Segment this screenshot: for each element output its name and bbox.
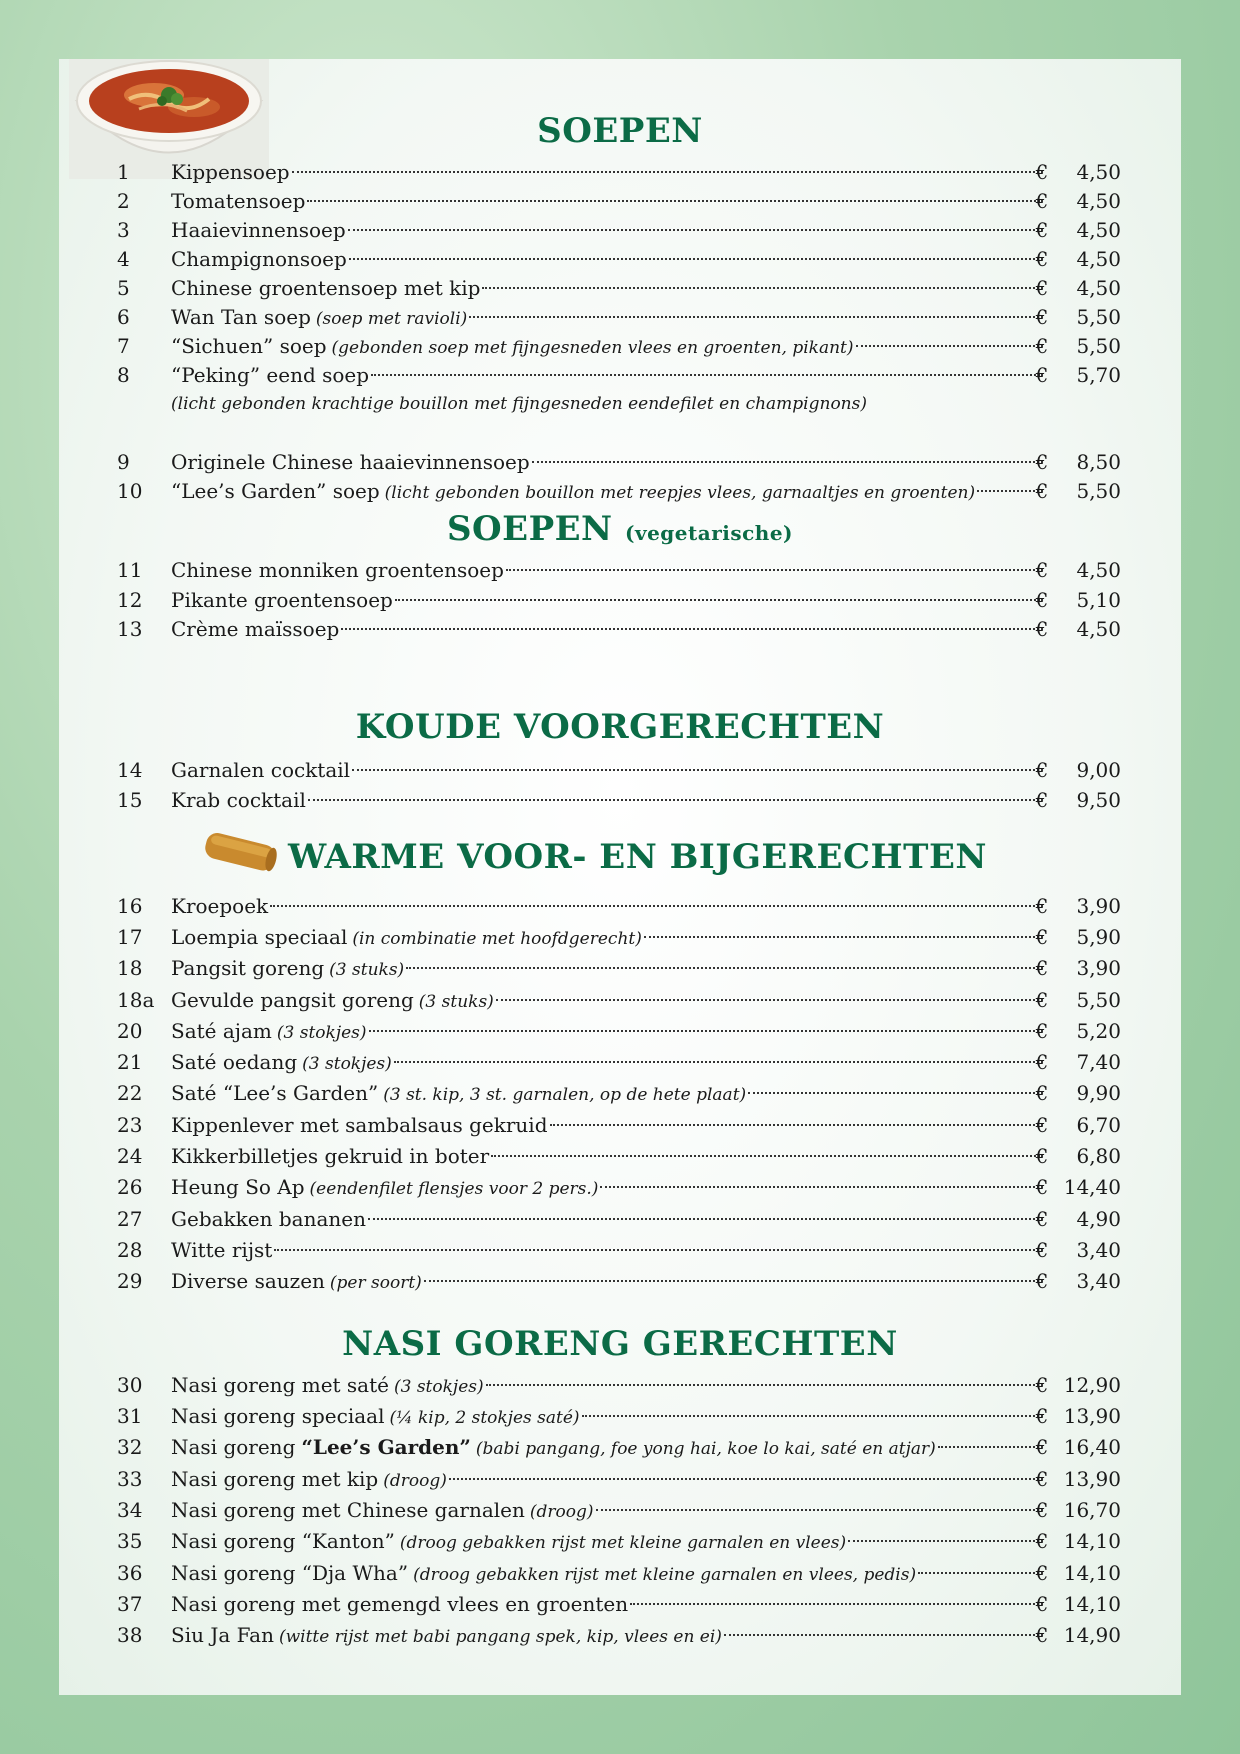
item-price: 13,90	[1063, 1467, 1121, 1491]
dot-leader	[482, 287, 1043, 289]
item-number: 36	[117, 1561, 143, 1585]
currency-symbol: €	[1035, 160, 1049, 184]
item-name: Nasi goreng met gemengd vlees en groenten	[171, 1592, 629, 1616]
item-price: 14,90	[1063, 1623, 1121, 1647]
item-number: 38	[117, 1623, 143, 1647]
item-name: Gevulde pangsit goreng	[171, 988, 414, 1012]
dot-leader	[371, 374, 1043, 376]
item-price: 14,10	[1063, 1529, 1121, 1553]
dot-leader	[274, 1249, 1043, 1251]
currency-symbol: €	[1035, 247, 1049, 271]
item-number: 3	[117, 218, 130, 242]
currency-symbol: €	[1035, 1019, 1049, 1043]
item-label	[171, 1017, 1046, 1048]
item-number: 16	[117, 894, 143, 918]
item-label	[171, 1079, 1046, 1110]
currency-symbol: €	[1035, 1207, 1049, 1231]
item-number: 33	[117, 1467, 143, 1491]
item-label	[171, 1402, 1046, 1433]
item-price: 16,70	[1063, 1498, 1121, 1522]
item-number: 29	[117, 1269, 143, 1293]
dot-leader	[596, 1509, 1043, 1511]
menu-item	[59, 216, 1181, 245]
item-price: 7,40	[1076, 1050, 1121, 1074]
item-price: 9,90	[1076, 1081, 1121, 1105]
item-label	[171, 274, 1046, 303]
item-price: 3,90	[1076, 894, 1121, 918]
item-name: Garnalen cocktail	[171, 758, 351, 782]
dot-leader	[918, 1572, 1043, 1574]
currency-symbol: €	[1035, 1435, 1049, 1459]
item-description: (witte rijst met babi pangang spek, kip, vlees en ei)	[278, 1627, 722, 1647]
menu-item	[59, 245, 1181, 274]
dot-leader	[506, 569, 1043, 571]
item-label	[171, 986, 1046, 1017]
item-label	[171, 1111, 1046, 1140]
dot-leader	[449, 1478, 1043, 1480]
currency-symbol: €	[1035, 276, 1049, 300]
menu-item	[59, 448, 1181, 477]
item-number: 1	[117, 160, 130, 184]
menu-item	[59, 1017, 1181, 1046]
currency-symbol: €	[1035, 788, 1049, 812]
currency-symbol: €	[1035, 1498, 1049, 1522]
menu-item	[59, 1048, 1181, 1077]
menu-item	[59, 1205, 1181, 1234]
item-name: Nasi goreng “Dja Wha”	[171, 1561, 409, 1585]
menu-item	[59, 892, 1181, 921]
item-price: 14,10	[1063, 1592, 1121, 1616]
item-name: “Lee’s Garden” soep	[171, 479, 380, 503]
dot-leader	[308, 799, 1043, 801]
menu-item	[59, 361, 1181, 390]
item-number: 31	[117, 1404, 143, 1428]
item-description: (licht gebonden bouillon met reepjes vlees, garnaaltjes en groenten)	[384, 483, 976, 503]
dot-leader	[491, 1155, 1043, 1157]
menu-item	[59, 1402, 1181, 1431]
item-number: 2	[117, 189, 130, 213]
item-number: 15	[117, 788, 143, 812]
item-number: 10	[117, 479, 143, 503]
dot-leader	[469, 316, 1043, 318]
item-description: (3 st. kip, 3 st. garnalen, op de hete plaat)	[383, 1085, 747, 1105]
menu-item	[59, 477, 1181, 506]
item-name: “Sichuen” soep	[171, 334, 327, 358]
dot-leader	[368, 1218, 1043, 1220]
dot-leader	[349, 258, 1043, 260]
dot-leader	[856, 345, 1044, 347]
item-price: 4,50	[1076, 160, 1121, 184]
item-name: Kroepoek	[171, 894, 269, 918]
item-description: (¼ kip, 2 stokjes saté)	[389, 1408, 580, 1428]
item-name: Loempia speciaal	[171, 925, 348, 949]
item-price: 4,50	[1076, 617, 1121, 641]
menu-item	[59, 1621, 1181, 1650]
item-number: 23	[117, 1113, 143, 1137]
section-title-soepen-vegetarisch	[59, 509, 1181, 549]
item-description: (per soort)	[329, 1273, 422, 1293]
section-title-warme-gerechten: WARME VOOR- EN BIJGERECHTEN	[288, 837, 987, 877]
item-number: 20	[117, 1019, 143, 1043]
item-name: Nasi goreng speciaal	[171, 1404, 385, 1428]
currency-symbol: €	[1035, 925, 1049, 949]
item-number: 21	[117, 1050, 143, 1074]
item-label	[171, 756, 1046, 785]
item-name: Heung So Ap	[171, 1175, 305, 1199]
item-name: Chinese monniken groentensoep	[171, 558, 504, 582]
currency-symbol: €	[1035, 617, 1049, 641]
menu-item	[59, 786, 1181, 815]
item-number: 9	[117, 450, 130, 474]
item-label	[171, 923, 1046, 954]
item-name: Kikkerbilletjes gekruid in boter	[171, 1144, 490, 1168]
item-name: Nasi goreng met kip	[171, 1467, 379, 1491]
item-price: 4,50	[1076, 218, 1121, 242]
currency-symbol: €	[1035, 1404, 1049, 1428]
item-label	[171, 1496, 1046, 1527]
currency-symbol: €	[1035, 758, 1049, 782]
item-price: 5,50	[1076, 988, 1121, 1012]
item-label	[171, 1267, 1046, 1298]
item-label	[171, 448, 1046, 477]
item-number: 24	[117, 1144, 143, 1168]
currency-symbol: €	[1035, 363, 1049, 387]
item-label	[171, 187, 1046, 216]
item-number: 30	[117, 1373, 143, 1397]
item-number: 35	[117, 1529, 143, 1553]
item-label	[171, 158, 1046, 187]
item-label	[171, 954, 1046, 985]
item-name: Witte rijst	[171, 1238, 273, 1262]
item-name: Nasi goreng met saté	[171, 1373, 389, 1397]
dot-leader	[292, 171, 1043, 173]
item-price: 5,90	[1076, 925, 1121, 949]
item-number: 8	[117, 363, 130, 387]
menu-item	[59, 1111, 1181, 1140]
currency-symbol: €	[1035, 1269, 1049, 1293]
item-price: 5,10	[1076, 588, 1121, 612]
menu-item	[59, 1496, 1181, 1525]
dot-leader	[352, 769, 1043, 771]
currency-symbol: €	[1035, 1373, 1049, 1397]
item-number: 26	[117, 1175, 143, 1199]
item-label	[171, 245, 1046, 274]
item-label	[171, 1205, 1046, 1234]
item-price: 14,10	[1063, 1561, 1121, 1585]
item-number: 12	[117, 588, 143, 612]
menu-item	[59, 986, 1181, 1015]
item-label	[171, 1433, 1046, 1464]
dot-leader	[496, 999, 1043, 1001]
menu-item	[59, 274, 1181, 303]
item-number: 28	[117, 1238, 143, 1262]
item-label	[171, 1048, 1046, 1079]
currency-symbol: €	[1035, 956, 1049, 980]
menu-item	[59, 1142, 1181, 1171]
currency-symbol: €	[1035, 1113, 1049, 1137]
section-title-nasi-goreng: NASI GORENG GERECHTEN	[342, 1324, 898, 1364]
item-price: 16,40	[1063, 1435, 1121, 1459]
item-description: (3 stuks)	[418, 992, 494, 1012]
item-price: 5,50	[1076, 479, 1121, 503]
item-description: (babi pangang, foe yong hai, koe lo kai, saté en atjar)	[475, 1439, 936, 1459]
item-name-highlight: “Lee’s Garden”	[301, 1435, 471, 1459]
menu-item	[59, 1433, 1181, 1462]
item-name: Diverse sauzen	[171, 1269, 325, 1293]
menu-item	[59, 1236, 1181, 1265]
dot-leader	[848, 1540, 1043, 1542]
item-price: 4,90	[1076, 1207, 1121, 1231]
item-name: Kippensoep	[171, 160, 290, 184]
item-description: (droog)	[383, 1471, 447, 1491]
menu-item	[59, 1267, 1181, 1296]
item-name: Originele Chinese haaievinnensoep	[171, 450, 530, 474]
section-title-soepen: SOEPEN	[537, 111, 703, 151]
item-name: Nasi goreng	[171, 1435, 296, 1459]
menu-item	[59, 586, 1181, 615]
item-number: 32	[117, 1435, 143, 1459]
item-number: 17	[117, 925, 143, 949]
dot-leader	[630, 1603, 1043, 1605]
dot-leader	[348, 229, 1043, 231]
menu-item	[59, 303, 1181, 332]
currency-symbol: €	[1035, 588, 1049, 612]
item-label	[171, 1621, 1046, 1652]
menu-item	[59, 556, 1181, 585]
menu-item	[59, 1079, 1181, 1108]
dot-leader	[724, 1634, 1043, 1636]
item-price: 6,70	[1076, 1113, 1121, 1137]
item-name: Saté oedang	[171, 1050, 298, 1074]
currency-symbol: €	[1035, 988, 1049, 1012]
item-price: 4,50	[1076, 247, 1121, 271]
dot-leader	[424, 1280, 1043, 1282]
item-description: (gebonden soep met fijngesneden vlees en groenten, pikant)	[331, 338, 854, 358]
item-description: (3 stokjes)	[302, 1054, 392, 1074]
item-number: 37	[117, 1592, 143, 1616]
item-price: 6,80	[1076, 1144, 1121, 1168]
item-number: 13	[117, 617, 143, 641]
item-number: 4	[117, 247, 130, 271]
menu-item	[59, 1173, 1181, 1202]
item-description: (in combinatie met hoofdgerecht)	[352, 929, 642, 949]
item-name: Chinese groentensoep met kip	[171, 276, 481, 300]
item-8-description: (licht gebonden krachtige bouillon met fijngesneden eendefilet en champignons)	[171, 394, 867, 414]
item-label	[171, 1527, 1046, 1558]
dot-leader	[341, 628, 1043, 630]
item-label	[171, 1236, 1046, 1265]
item-number: 5	[117, 276, 130, 300]
item-description: (3 stuks)	[329, 960, 405, 980]
item-name: Siu Ja Fan	[171, 1623, 274, 1647]
item-description: (3 stokjes)	[276, 1023, 367, 1043]
item-price: 4,50	[1076, 558, 1121, 582]
item-price: 12,90	[1063, 1373, 1121, 1397]
item-number: 27	[117, 1207, 143, 1231]
item-price: 8,50	[1076, 450, 1121, 474]
dot-leader	[582, 1415, 1043, 1417]
menu-item	[59, 187, 1181, 216]
currency-symbol: €	[1035, 1467, 1049, 1491]
item-price: 3,40	[1076, 1269, 1121, 1293]
currency-symbol: €	[1035, 1529, 1049, 1553]
item-description: (droog gebakken rijst met kleine garnalen en vlees, pedis)	[413, 1565, 917, 1585]
item-name: Haaievinnensoep	[171, 218, 346, 242]
dot-leader	[600, 1186, 1043, 1188]
item-label	[171, 332, 1046, 363]
item-price: 5,50	[1076, 305, 1121, 329]
dot-leader	[307, 200, 1043, 202]
item-number: 34	[117, 1498, 143, 1522]
currency-symbol: €	[1035, 218, 1049, 242]
item-label	[171, 1142, 1046, 1171]
currency-symbol: €	[1035, 450, 1049, 474]
menu-item	[59, 923, 1181, 952]
currency-symbol: €	[1035, 305, 1049, 329]
section-subtitle: (vegetarische)	[624, 521, 793, 545]
item-label	[171, 361, 1046, 390]
item-label	[171, 1559, 1046, 1590]
item-number: 22	[117, 1081, 143, 1105]
currency-symbol: €	[1035, 1050, 1049, 1074]
item-name: Pangsit goreng	[171, 956, 325, 980]
item-name: Saté ajam	[171, 1019, 272, 1043]
item-description: (droog)	[529, 1502, 594, 1522]
item-price: 3,40	[1076, 1238, 1121, 1262]
item-name: Pikante groentensoep	[171, 588, 393, 612]
menu-item	[59, 1371, 1181, 1400]
dot-leader	[486, 1384, 1043, 1386]
item-label	[171, 1371, 1046, 1402]
item-price: 13,90	[1063, 1404, 1121, 1428]
menu-item	[59, 158, 1181, 187]
item-label	[171, 477, 1046, 508]
currency-symbol: €	[1035, 1144, 1049, 1168]
item-label	[171, 892, 1046, 921]
dot-leader	[395, 599, 1043, 601]
item-label	[171, 615, 1046, 644]
item-name: Champignonsoep	[171, 247, 347, 271]
item-name: Nasi goreng met Chinese garnalen	[171, 1498, 525, 1522]
dot-leader	[532, 461, 1043, 463]
item-name: Gebakken bananen	[171, 1207, 366, 1231]
menu-item	[59, 332, 1181, 361]
item-label	[171, 1173, 1046, 1204]
item-price: 5,50	[1076, 334, 1121, 358]
item-price: 9,00	[1076, 758, 1121, 782]
item-price: 4,50	[1076, 189, 1121, 213]
item-number: 14	[117, 758, 143, 782]
item-price: 9,50	[1076, 788, 1121, 812]
currency-symbol: €	[1035, 1561, 1049, 1585]
dot-leader	[369, 1030, 1043, 1032]
dot-leader	[406, 967, 1043, 969]
menu-page	[59, 59, 1181, 1695]
menu-item	[59, 1590, 1181, 1619]
menu-item	[59, 954, 1181, 983]
currency-symbol: €	[1035, 558, 1049, 582]
section-title-text: SOEPEN	[446, 509, 613, 549]
item-price: 14,40	[1063, 1175, 1121, 1199]
item-number: 6	[117, 305, 130, 329]
item-price: 5,70	[1076, 363, 1121, 387]
item-label	[171, 786, 1046, 815]
item-price: 3,90	[1076, 956, 1121, 980]
item-description: (3 stokjes)	[393, 1377, 484, 1397]
currency-symbol: €	[1035, 479, 1049, 503]
currency-symbol: €	[1035, 1238, 1049, 1262]
item-number: 7	[117, 334, 130, 358]
currency-symbol: €	[1035, 1175, 1049, 1199]
menu-item	[59, 1527, 1181, 1556]
item-name: “Peking” eend soep	[171, 363, 370, 387]
item-name: Kippenlever met sambalsaus gekruid	[171, 1113, 548, 1137]
item-label	[171, 556, 1046, 585]
item-number: 11	[117, 558, 143, 582]
currency-symbol: €	[1035, 334, 1049, 358]
item-label	[171, 1465, 1046, 1496]
section-title-koude-voorgerechten: KOUDE VOORGERECHTEN	[355, 707, 885, 747]
item-name: Tomatensoep	[171, 189, 306, 213]
currency-symbol: €	[1035, 189, 1049, 213]
dot-leader	[644, 936, 1043, 938]
item-name: Crème maïssoep	[171, 617, 340, 641]
item-name: Krab cocktail	[171, 788, 306, 812]
currency-symbol: €	[1035, 1592, 1049, 1616]
currency-symbol: €	[1035, 1081, 1049, 1105]
item-label	[171, 303, 1046, 334]
dot-leader	[938, 1446, 1043, 1448]
menu-item	[59, 756, 1181, 785]
item-number: 18a	[117, 988, 155, 1012]
item-name: Wan Tan soep	[171, 305, 311, 329]
dot-leader	[270, 905, 1043, 907]
dot-leader	[550, 1124, 1043, 1126]
item-description: (droog gebakken rijst met kleine garnalen en vlees)	[399, 1533, 847, 1553]
item-label	[171, 586, 1046, 615]
dot-leader	[394, 1061, 1043, 1063]
menu-item	[59, 615, 1181, 644]
item-price: 4,50	[1076, 276, 1121, 300]
currency-symbol: €	[1035, 1623, 1049, 1647]
menu-item	[59, 1465, 1181, 1494]
item-name: Nasi goreng “Kanton”	[171, 1529, 395, 1553]
item-description: (eendenfilet flensjes voor 2 pers.)	[309, 1179, 599, 1199]
item-label	[171, 216, 1046, 245]
item-description: (soep met ravioli)	[315, 309, 468, 329]
item-name: Saté “Lee’s Garden”	[171, 1081, 379, 1105]
menu-item	[59, 1559, 1181, 1588]
item-number: 18	[117, 956, 143, 980]
item-price: 5,20	[1076, 1019, 1121, 1043]
item-label	[171, 1590, 1046, 1619]
dot-leader	[748, 1092, 1043, 1094]
currency-symbol: €	[1035, 894, 1049, 918]
